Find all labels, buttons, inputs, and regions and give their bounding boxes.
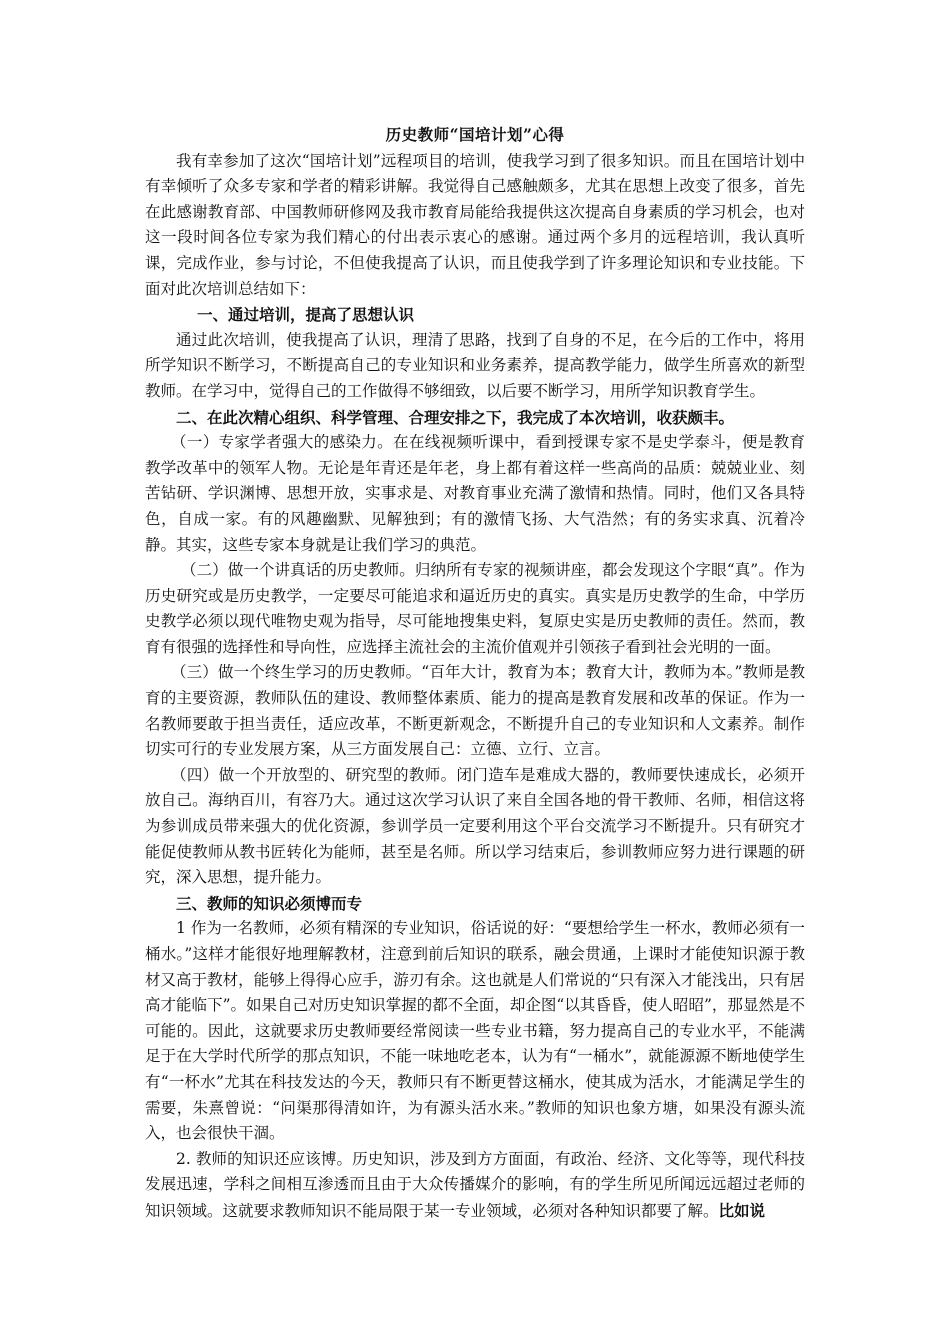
section-3-item-2-bold-text: 比如说 — [718, 1200, 766, 1220]
section-heading-1: 一、通过培训，提高了思想认识 — [197, 305, 415, 325]
document-page — [145, 122, 805, 1225]
section-2-item-4: （四）做一个开放型的、研究型的教师。闭门造车是难成大器的，教师要快速成长，必须开放自己。海纳百川，有容乃大。通过这次学习认识了来自全国各地的骨干教师、名师，相信这将为参训成员带来强大的优化资源，参训学员一定要利用这个平台交流学习不断提升。只有研究才能促使教师从教书匠转化为能师，甚至是名师。所以学习结束后，参训教师应努力进行课题的研究，深入思想，提升能力。 — [145, 765, 805, 887]
section-2-item-1: （一）专家学者强大的感染力。在在线视频听课中，看到授课专家不是史学泰斗，便是教育教学改革中的领军人物。无论是年青还是年老，身上都有着这样一些高尚的品质：兢兢业业、刻苦钻研、学识渊博、思想开放，实事求是、对教育事业充满了激情和热情。同时，他们又各具特色，自成一家。有的风趣幽默、见解独到；有的激情飞扬、大气浩然；有的务实求真、沉着冷静。其实，这些专家本身就是让我们学习的典范。 — [145, 433, 805, 554]
section-1-paragraph: 通过此次培训，使我提高了认识，理清了思路，找到了自身的不足，在今后的工作中，将用所学知识不断学习，不断提高自己的专业知识和业务素养，提高教学能力，做学生所喜欢的新型教师。在学习中，觉得自己的工作做得不够细致，以后要不断学习，用所学知识教育学生。 — [145, 330, 805, 400]
intro-paragraph: 我有幸参加了这次“国培计划”远程项目的培训，使我学习到了很多知识。而且在国培计划中有幸倾听了众多专家和学者的精彩讲解。我觉得自己感触颇多，尤其在思想上改变了很多，首先在此感谢教育部、中国教师研修网及我市教育局能给我提供这次提高自身素质的学习机会，也对这一段时间各位专家为我们精心的付出表示衷心的感谢。通过两个多月的远程培训，我认真听课，完成作业，参与讨论，不但使我提高了认识，而且使我学到了许多理论知识和专业技能。下面对此次培训总结如下： — [145, 151, 805, 298]
section-2-item-3: （三）做一个终生学习的历史教师。“百年大计，教育为本；教育大计，教师为本。”教师是教育的主要资源，教师队伍的建设、教师整体素质、能力的提高是教育发展和改革的保证。作为一名教师要敢于担当责任，适应改革，不断更新观念，不断提升自己的专业知识和人文素养。制作切实可行的专业发展方案，从三方面发展自己：立德、立行、立言。 — [145, 663, 805, 759]
section-heading-2: 二、在此次精心组织、科学管理、合理安排之下，我完成了本次培训，收获颇丰。 — [176, 407, 735, 427]
document-title: 历史教师“国培计划”心得 — [385, 125, 565, 144]
section-3-item-1: 1 作为一名教师，必须有精深的专业知识，俗话说的好：“要想给学生一杯水，教师必须有一桶水。”这样才能很好地理解教材，注意到前后知识的联系，融会贯通，上课时才能使知识源于教材又高于教材，能够上得得心应手，游刃有余。这也就是人们常说的“只有深入才能浅出，只有居高才能临下”。如果自己对历史知识掌握的都不全面，却企图“以其昏昏，使人昭昭”，那显然是不可能的。因此，这就要求历史教师要经常阅读一些专业书籍，努力提高自己的专业水平，不能满足于在大学时代所学的那点知识，不能一味地吃老本，认为有“一桶水”，就能源源不断地使学生有“一杯水”尤其在科技发达的今天，教师只有不断更替这桶水，使其成为活水，才能满足学生的需要，朱熹曾说：“问渠那得清如许，为有源头活水来。”教师的知识也象方塘，如果没有源头流入，也会很快干涸。 — [145, 919, 805, 1143]
section-2-item-2: （二）做一个讲真话的历史教师。归纳所有专家的视频讲座，都会发现这个字眼“真”。作为历史研究或是历史教学，一定要尽可能追求和逼近历史的真实。真实是历史教学的生命，中学历史教学必须以现代唯物史观为指导，尽可能地搜集史料，复原史实是历史教师的责任。然而，教育有很强的选择性和导向性，应选择主流社会的主流价值观并引领孩子看到社会光明的一面。 — [145, 561, 805, 656]
section-3-item-2 — [145, 1147, 805, 1225]
section-heading-3: 三、教师的知识必须博而专 — [176, 893, 363, 913]
section-3-item-2-text: 2. 教师的知识还应该博。历史知识，涉及到方方面面，有政治、经济、文化等等，现代科技发展迅速，学科之间相互渗透而且由于大众传播媒介的影响，有的学生所见所闻远远超过老师的知识领域。这就要求教师知识不能局限于某一专业领域，必须对各种知识都要了解。 — [145, 1149, 805, 1220]
